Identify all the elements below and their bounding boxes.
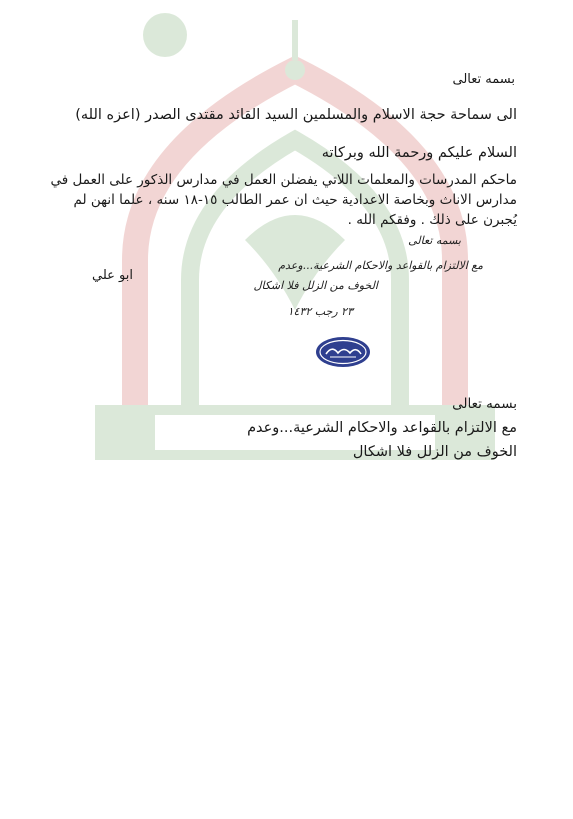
handwritten-reply-line-1: مع الالتزام بالقواعد والاحكام الشرعية...وعدم xyxy=(278,259,483,272)
answer-line-2: الخوف من الزلل فلا اشكال xyxy=(352,444,517,460)
office-seal-icon xyxy=(314,335,372,369)
question-body: ماحكم المدرسات والمعلمات اللاتي يفضلن العمل في مدارس الذكور على العمل في مدارس الاناث وبخاصة الاعدادية حيث ان عمر الطالب ١٥-١٨ سنه ، علما انهن لم يُجبرن على ذلك . وفقكم الله . xyxy=(50,172,517,228)
handwritten-reply-line-2: الخوف من الزلل فلا اشكال xyxy=(253,279,378,292)
sender-signature: ابو علي xyxy=(92,268,133,283)
question-salutation: بسمه تعالى xyxy=(452,72,515,87)
answer-salutation: بسمه تعالى xyxy=(452,396,517,412)
handwritten-date: ٢٣ رجب ١٤٣٢ xyxy=(287,305,353,318)
question-greeting: السلام عليكم ورحمة الله وبركاته xyxy=(321,145,517,161)
question-addressee: الى سماحة حجة الاسلام والمسلمين السيد القائد مقتدى الصدر (اعزه الله) xyxy=(75,107,517,123)
answer-line-1: مع الالتزام بالقواعد والاحكام الشرعية...وعدم xyxy=(247,420,517,436)
handwritten-salutation: بسمه تعالى xyxy=(408,234,461,247)
